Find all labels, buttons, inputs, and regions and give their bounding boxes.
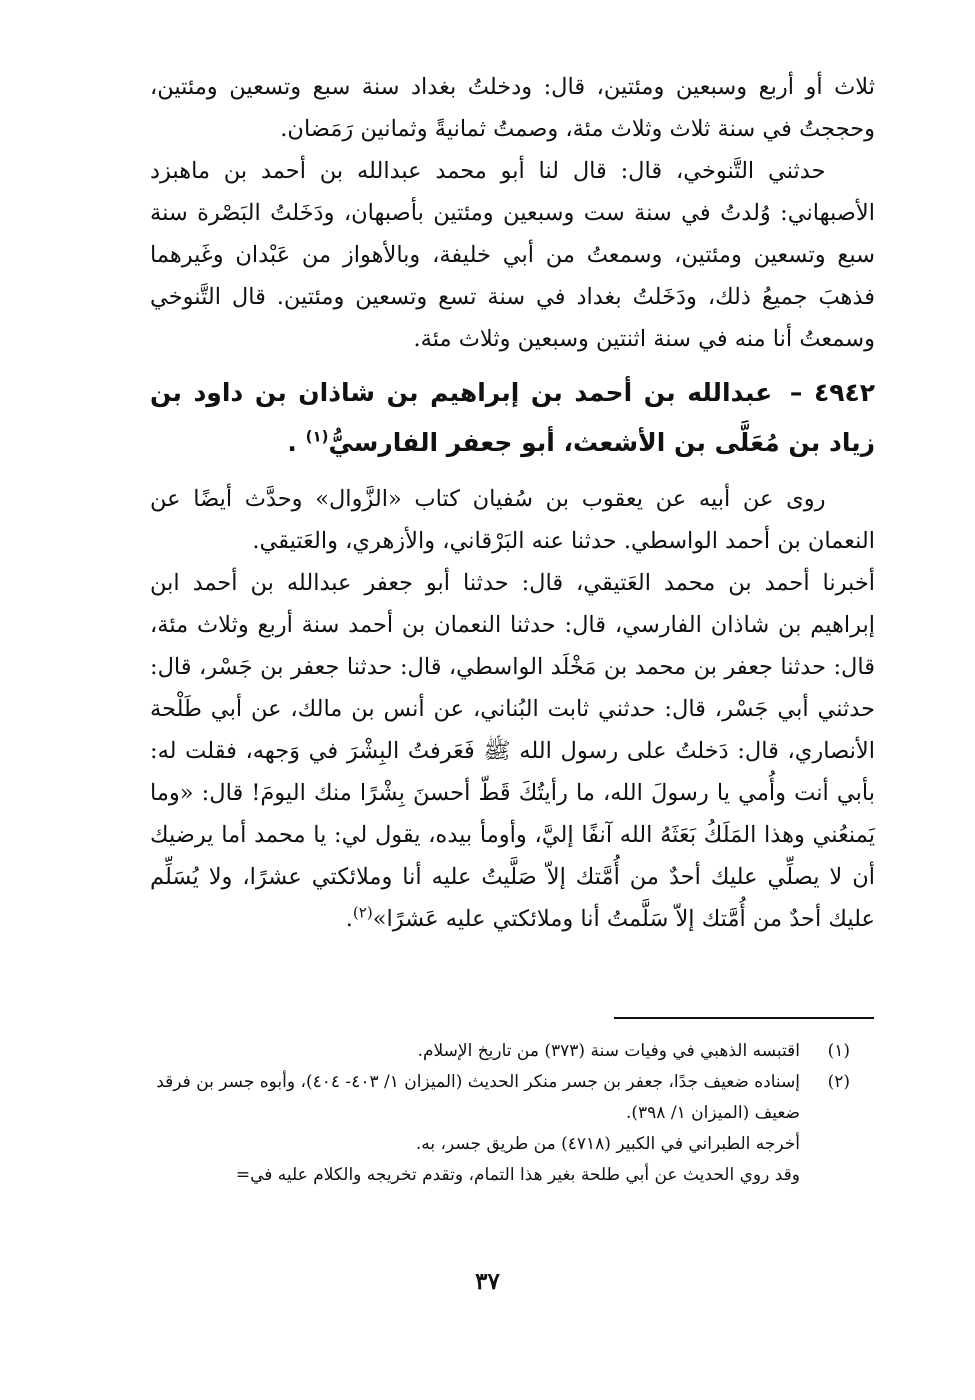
footnote-number: (١) [827,1041,850,1061]
footnote-2-line-4: وقد روي الحديث عن أبي طلحة بغير هذا التمام، وتقدم تخريجه والكلام عليه في= [235,1165,800,1185]
footnote-ref-1: (١) [305,427,329,446]
paragraph-tanukhi: حدثني التَّنوخي، قال: قال لنا أبو محمد عبدالله بن أحمد بن ماهبزد الأصبهاني: وُلدتُ في سنة ست وسبعين ومئتين بأصبهان، ودَخَلتُ البَصْرة سنة سبع وتسعين ومئتين، وسمعتُ من أبي خليفة، وبالأهواز من عَبْدان وغَيرهما فذهبَ جميعُ ذلك، ودَخَلتُ بغداد في سنة تسع وتسعين ومئتين. قال التَّنوخي وسمعتُ أنا منه في سنة اثنتين وسبعين وثلاث مئة. [150,158,875,352]
entry-end: . [287,428,297,457]
footnote-ref-2: (٢) [352,903,373,922]
footnote-separator [614,1017,874,1019]
page-body [150,66,875,940]
hadith-text: أخبرنا أحمد بن محمد العَتيقي، قال: حدثنا أبو جعفر عبدالله بن أحمد ابن إبراهيم بن شاذان الفارسي، قال: حدثنا النعمان بن أحمد سنة أربع وثلاث مئة، قال: حدثنا جعفر بن محمد بن مَخْلَد الواسطي، قال: حدثنا جعفر بن جَسْر، قال: حدثني أبي جَسْر، قال: حدثني ثابت البُناني، عن أنس بن مالك، عن أبي طَلْحة الأنصاري، قال: دَخلتُ على رسول الله ﷺ فَعَرفتُ البِشْرَ في وَجهه، فقلت له: بأبي أنت وأُمي يا رسولَ الله، ما رأيتُكَ قَطّ أحسنَ بِشْرًا منك اليومَ! قال: «وما يَمنعُني وهذا المَلَكُ بَعَثَهُ الله آنفًا إليَّ، وأومأ بيده، يقول لي: يا محمد أما يرضيك أن لا يصلِّي عليك أحدٌ من أُمَّتك إلاّ صَلَّيتُ عليه أنا وملائكتي عشرًا، ولا يُسَلِّم عليك أحدٌ من أُمَّتك إلاّ سَلَّمتُ أنا وملائكتي عليه عَشرًا» [150,570,875,932]
entry-number: ٤٩٤٢ – [789,378,875,407]
footnote-text: إسناده ضعيف جدًا، جعفر بن جسر منكر الحديث (الميزان ١/ ٤٠٣- ٤٠٤)، وأبوه جسر بن فرقد ضعيف (الميزان ١/ ٣٩٨). [156,1072,800,1123]
biography-entry-heading [150,368,875,468]
footnote-number: (٢) [827,1072,850,1092]
page-number: ٣٧ [475,1268,500,1295]
footnotes [150,1036,850,1191]
footnote-1 [150,1036,850,1067]
footnote-2 [150,1067,850,1129]
paragraph-hadith [150,562,875,940]
footnote-text: اقتبسه الذهبي في وفيات سنة (٣٧٣) من تاريخ الإسلام. [417,1041,800,1061]
paragraph-riwaya: روى عن أبيه عن يعقوب بن سُفيان كتاب «الزَّوال» وحدَّث أيضًا عن النعمان بن أحمد الواسطي. حدثنا عنه البَرْقاني، والأزهري، والعَتيقي. [150,486,875,554]
paragraph-continuation: ثلاث أو أربع وسبعين ومئتين، قال: ودخلتُ بغداد سنة سبع وتسعين ومئتين، وحججتُ في سنة ثلاث وثلاث مئة، وصمتُ ثمانيةً وثمانين رَمَضان. [150,74,875,142]
footnote-2-line-3: أخرجه الطبراني في الكبير (٤٧١٨) من طريق جسر، به. [415,1134,800,1154]
entry-title: عبدالله بن أحمد بن إبراهيم بن شاذان بن داود بن زياد بن مُعَلَّى بن الأشعث، أبو جعفر الفارسيُّ [150,378,875,457]
hadith-end: . [345,906,353,932]
